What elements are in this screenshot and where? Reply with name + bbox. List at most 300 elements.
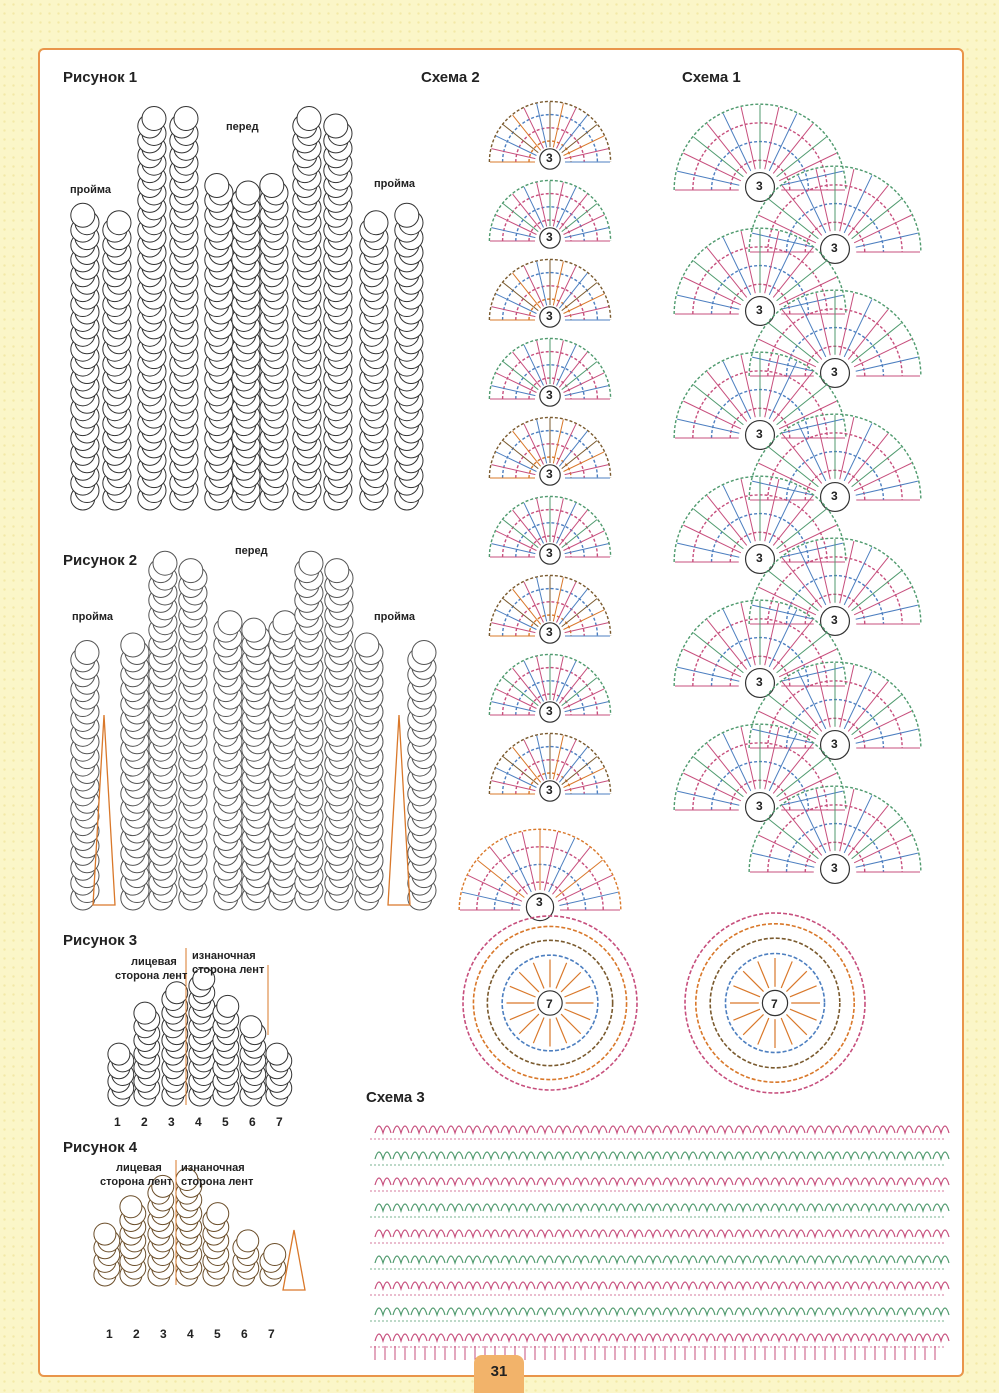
scheme3-stitch xyxy=(555,1126,571,1133)
motif-stroke xyxy=(848,682,888,732)
scheme3-stitch xyxy=(591,1334,607,1341)
motif-stroke xyxy=(856,357,918,371)
motif-stroke xyxy=(559,273,587,308)
scheme3-stitch xyxy=(501,1204,517,1211)
ribbon-circle xyxy=(236,181,260,205)
scheme3-stitch xyxy=(807,1204,823,1211)
scheme3-stitch xyxy=(717,1178,733,1185)
motif-stroke xyxy=(553,262,563,306)
motif-stroke xyxy=(553,657,563,701)
motif-stroke xyxy=(537,499,547,543)
motif-stroke xyxy=(553,341,563,385)
scheme3-stitch xyxy=(843,1334,859,1341)
scheme3-stitch xyxy=(843,1282,859,1289)
motif-stroke xyxy=(848,186,888,236)
motif-stroke xyxy=(565,149,609,159)
motif-stroke xyxy=(844,795,872,852)
scheme3-stitch xyxy=(879,1334,895,1341)
ribbon-circle xyxy=(142,107,166,131)
motif-stroke xyxy=(524,424,544,465)
scheme3-stitch xyxy=(393,1256,409,1263)
figure1-ribbon-column xyxy=(232,181,260,510)
motif-stroke xyxy=(798,299,826,356)
scheme3-stitch xyxy=(771,1178,787,1185)
scheme3-stitch xyxy=(933,1282,949,1289)
scheme3-stitch xyxy=(393,1230,409,1237)
ring-stroke xyxy=(533,963,544,989)
scheme3-stitch xyxy=(411,1126,427,1133)
motif-stroke xyxy=(524,266,544,307)
scheme3-stitch xyxy=(663,1204,679,1211)
motif-stroke xyxy=(798,795,826,852)
scheme3-stitch xyxy=(447,1152,463,1159)
figure3-ribbon-column xyxy=(162,982,188,1106)
figure2-ribbon-column xyxy=(408,640,436,910)
scheme3-stitch xyxy=(609,1126,625,1133)
scheme3-stitch xyxy=(735,1178,751,1185)
scheme3-stitch xyxy=(861,1126,877,1133)
scheme3-stitch xyxy=(519,1204,535,1211)
figure3-back-line1: изнаночная xyxy=(192,950,256,962)
ribbon-circle xyxy=(237,1230,259,1252)
figure1-ribbon-column xyxy=(260,174,288,510)
scheme3-stitch xyxy=(375,1256,391,1263)
scheme3-stitch xyxy=(681,1204,697,1211)
motif-stroke xyxy=(524,108,544,149)
scheme3-stitch xyxy=(429,1204,445,1211)
scheme3-stitch xyxy=(465,1204,481,1211)
scheme3-stitch xyxy=(771,1126,787,1133)
scheme3-stitch xyxy=(609,1308,625,1315)
scheme3-stitch xyxy=(501,1334,517,1341)
scheme3-stitch xyxy=(573,1152,589,1159)
motif-stroke xyxy=(848,434,888,484)
scheme3-stitch xyxy=(375,1282,391,1289)
motif-stroke xyxy=(562,283,597,311)
motif-number: 3 xyxy=(546,151,553,165)
figure2-armhole-left: пройма xyxy=(72,611,113,623)
scheme3-stitch xyxy=(717,1204,733,1211)
scheme3-stitch xyxy=(627,1256,643,1263)
scheme3-stitch xyxy=(681,1126,697,1133)
motif-stroke xyxy=(844,671,872,728)
figure1-title: Рисунок 1 xyxy=(63,69,138,86)
motif-stroke xyxy=(557,345,577,386)
scheme3-stitch xyxy=(501,1178,517,1185)
scheme3-stitch xyxy=(465,1308,481,1315)
scheme3-stitch xyxy=(591,1152,607,1159)
scheme3-stitch xyxy=(537,1334,553,1341)
strip-number: 1 xyxy=(106,1327,113,1341)
ring-stroke xyxy=(790,1009,817,1020)
motif-stroke xyxy=(769,199,819,239)
figure3-ribbon-column xyxy=(108,1043,134,1106)
scheme3-stitch xyxy=(879,1204,895,1211)
scheme3-stitch xyxy=(663,1256,679,1263)
motif-number: 3 xyxy=(756,551,763,565)
motif-stroke xyxy=(765,727,779,789)
strip-number: 6 xyxy=(241,1327,248,1341)
scheme3-stitch xyxy=(429,1334,445,1341)
motif-stroke xyxy=(856,853,918,867)
motif-stroke xyxy=(559,194,587,229)
motif-stroke xyxy=(840,417,854,479)
motif-stroke xyxy=(562,441,597,469)
motif-stroke xyxy=(496,768,537,788)
motif-number: 3 xyxy=(756,427,763,441)
ribbon-circle xyxy=(218,611,242,635)
figure2-front-label: перед xyxy=(235,545,268,557)
motif-number: 3 xyxy=(756,799,763,813)
motif-stroke xyxy=(564,136,605,156)
motif-stroke xyxy=(462,892,520,905)
scheme3-stitch xyxy=(627,1152,643,1159)
motif-stroke xyxy=(773,248,813,298)
motif-stroke xyxy=(524,582,544,623)
scheme3-stitch xyxy=(609,1204,625,1211)
scheme3-stitch xyxy=(411,1256,427,1263)
motif-stroke xyxy=(844,299,872,356)
scheme3-stitch xyxy=(861,1178,877,1185)
figure3-back-line2: сторона лент xyxy=(192,964,265,976)
ribbon-circle xyxy=(264,1244,286,1266)
scheme3-stitch xyxy=(699,1282,715,1289)
motif-stroke xyxy=(765,603,779,665)
motif-stroke xyxy=(524,187,544,228)
scheme3-stitch xyxy=(375,1334,391,1341)
motif-stroke xyxy=(492,623,536,633)
scheme3-stitch xyxy=(717,1334,733,1341)
scheme3-stitch xyxy=(555,1204,571,1211)
ring-stroke xyxy=(743,1014,763,1034)
motif-stroke xyxy=(798,175,826,232)
scheme3-stitch xyxy=(591,1282,607,1289)
scheme3-stitch xyxy=(591,1204,607,1211)
scheme3-stitch xyxy=(393,1204,409,1211)
figure1-ribbon-column xyxy=(360,211,388,510)
figure4-ribbon-column xyxy=(120,1196,146,1286)
scheme3-stitch xyxy=(393,1308,409,1315)
scheme3-stitch xyxy=(897,1282,913,1289)
motif-stroke xyxy=(492,228,536,238)
scheme3-stitch xyxy=(861,1282,877,1289)
motif-stroke xyxy=(562,757,597,785)
scheme3-stitch xyxy=(393,1282,409,1289)
scheme3-stitch xyxy=(753,1152,769,1159)
scheme3-stitch xyxy=(447,1204,463,1211)
scheme3-stitch xyxy=(915,1152,931,1159)
motif-stroke xyxy=(694,385,744,425)
scheme3-stitch xyxy=(771,1256,787,1263)
motif-stroke xyxy=(677,543,739,557)
scheme3-stitch xyxy=(609,1152,625,1159)
scheme3-stitch xyxy=(915,1230,931,1237)
motif-number: 3 xyxy=(831,737,838,751)
scheme3-stitch xyxy=(879,1152,895,1159)
scheme3-stitch xyxy=(915,1126,931,1133)
figure2-ribbon-column xyxy=(355,633,383,910)
scheme3-stitch xyxy=(411,1308,427,1315)
motif-stroke xyxy=(723,733,751,790)
pattern-artwork xyxy=(40,50,962,1375)
motif-stroke xyxy=(503,441,538,469)
motif-stroke xyxy=(694,633,744,673)
scheme3-stitch xyxy=(861,1230,877,1237)
scheme3-stitch xyxy=(699,1204,715,1211)
motif-stroke xyxy=(769,733,797,790)
motif-stroke xyxy=(848,310,888,360)
motif-stroke xyxy=(741,727,755,789)
scheme3-stitch xyxy=(501,1308,517,1315)
motif-stroke xyxy=(537,657,547,701)
motif-stroke xyxy=(562,204,597,232)
figure4-ribbon-column xyxy=(148,1175,174,1286)
motif-stroke xyxy=(557,424,577,465)
scheme3-stitch xyxy=(411,1334,427,1341)
scheme3-stitch xyxy=(897,1126,913,1133)
scheme3-stitch xyxy=(681,1256,697,1263)
motif-stroke xyxy=(503,757,538,785)
strip-number: 2 xyxy=(133,1327,140,1341)
scheme3-stitch xyxy=(393,1334,409,1341)
scheme3-stitch xyxy=(447,1308,463,1315)
scheme3-stitch xyxy=(447,1126,463,1133)
figure1-ribbon-column xyxy=(103,211,131,510)
scheme3-stitch xyxy=(519,1178,535,1185)
ribbon-circle xyxy=(179,559,203,583)
motif-stroke xyxy=(562,599,597,627)
motif-stroke xyxy=(562,678,597,706)
ring-stroke xyxy=(564,1009,590,1020)
figure3-face-line2: сторона лент xyxy=(115,970,188,982)
motif-stroke xyxy=(840,665,854,727)
scheme3-stitch xyxy=(609,1256,625,1263)
motif-stroke xyxy=(856,605,918,619)
scheme3-stitch xyxy=(843,1178,859,1185)
scheme3-stitch xyxy=(735,1204,751,1211)
motif-stroke xyxy=(565,307,609,317)
motif-stroke xyxy=(492,149,536,159)
scheme3-stitch xyxy=(681,1334,697,1341)
motif-stroke xyxy=(723,113,751,170)
scheme3-stitch xyxy=(573,1334,589,1341)
motif-stroke xyxy=(677,295,739,309)
motif-stroke xyxy=(769,323,819,363)
strip-number: 7 xyxy=(276,1115,283,1129)
scheme3-stitch xyxy=(375,1230,391,1237)
scheme3-stitch xyxy=(573,1178,589,1185)
figure2-ribbon-column xyxy=(121,633,149,910)
scheme3-stitch xyxy=(483,1204,499,1211)
ring-stroke xyxy=(533,1017,544,1043)
scheme3-stitch xyxy=(645,1152,661,1159)
scheme3-stitch xyxy=(627,1230,643,1237)
motif-stroke xyxy=(854,215,911,243)
ribbon-circle xyxy=(107,211,131,235)
scheme3-stitch xyxy=(465,1230,481,1237)
motif-stroke xyxy=(557,661,577,702)
motif-stroke xyxy=(741,107,755,169)
ring-stroke xyxy=(556,1017,567,1043)
motif-stroke xyxy=(816,665,830,727)
scheme3-stitch xyxy=(627,1282,643,1289)
motif-stroke xyxy=(723,485,751,542)
motif-stroke xyxy=(683,773,740,801)
scheme3-stitch xyxy=(627,1178,643,1185)
scheme3-stitch xyxy=(771,1308,787,1315)
ribbon-circle xyxy=(297,107,321,131)
motif-stroke xyxy=(565,544,609,554)
ribbon-circle xyxy=(166,982,188,1004)
motif-stroke xyxy=(559,510,587,545)
scheme3-stitch xyxy=(825,1126,841,1133)
scheme3-stitch xyxy=(789,1178,805,1185)
scheme3-stitch xyxy=(825,1308,841,1315)
motif-stroke xyxy=(496,373,537,393)
figure2-ribbon-column xyxy=(149,551,177,910)
motif-stroke xyxy=(798,547,826,604)
motif-stroke xyxy=(741,355,755,417)
scheme3-stitch xyxy=(537,1178,553,1185)
motif-number: 3 xyxy=(831,241,838,255)
scheme3-stitch xyxy=(825,1282,841,1289)
figure4-ribbon-column xyxy=(94,1223,120,1286)
scheme3-stitch xyxy=(879,1282,895,1289)
motif-stroke xyxy=(553,736,563,780)
scheme3-stitch xyxy=(861,1256,877,1263)
scheme3-stitch xyxy=(717,1126,733,1133)
scheme3-stitch xyxy=(645,1256,661,1263)
motif-stroke xyxy=(773,372,813,422)
scheme3-stitch xyxy=(447,1230,463,1237)
ribbon-circle xyxy=(207,1203,229,1225)
scheme3-stitch xyxy=(807,1282,823,1289)
scheme3-stitch xyxy=(537,1282,553,1289)
motif-stroke xyxy=(557,266,577,307)
ring-stroke xyxy=(786,1014,806,1034)
motif-stroke xyxy=(557,108,577,149)
scheme3-stitch xyxy=(915,1308,931,1315)
ribbon-circle xyxy=(364,211,388,235)
scheme3-stitch xyxy=(717,1282,733,1289)
scheme3-stitch xyxy=(933,1256,949,1263)
scheme3-stitch xyxy=(663,1282,679,1289)
scheme3-stitch xyxy=(807,1308,823,1315)
motif-stroke xyxy=(565,702,609,712)
scheme3-stitch xyxy=(609,1282,625,1289)
scheme3-stitch xyxy=(645,1204,661,1211)
motif-number: 3 xyxy=(546,704,553,718)
motif-stroke xyxy=(840,541,854,603)
scheme3-stitch xyxy=(465,1152,481,1159)
scheme3-stitch xyxy=(483,1126,499,1133)
motif-stroke xyxy=(544,832,557,890)
motif-stroke xyxy=(524,661,544,702)
scheme3-stitch xyxy=(807,1334,823,1341)
motif-stroke xyxy=(816,293,830,355)
figure2-title: Рисунок 2 xyxy=(63,552,138,569)
motif-stroke xyxy=(773,744,813,794)
figure3-ribbon-column xyxy=(134,1002,160,1106)
motif-stroke xyxy=(496,136,537,156)
scheme3-stitch xyxy=(735,1334,751,1341)
scheme3-stitch xyxy=(753,1230,769,1237)
motif-stroke xyxy=(503,520,538,548)
motif-stroke xyxy=(562,520,597,548)
ring-stroke xyxy=(519,1014,539,1034)
scheme3-stitch xyxy=(825,1178,841,1185)
motif-stroke xyxy=(524,345,544,386)
motif-stroke xyxy=(557,503,577,544)
scheme3-title: Схема 3 xyxy=(366,1089,425,1106)
motif-number: 3 xyxy=(756,179,763,193)
scheme3-stitch xyxy=(717,1256,733,1263)
ribbon-circle xyxy=(205,174,229,198)
scheme3-stitch xyxy=(933,1126,949,1133)
ring-stroke xyxy=(519,972,539,992)
scheme3-stitch xyxy=(645,1126,661,1133)
strip-number: 6 xyxy=(249,1115,256,1129)
figure3-ribbon-column xyxy=(213,995,239,1106)
scheme3-stitch xyxy=(591,1256,607,1263)
motif-stroke xyxy=(559,431,587,466)
scheme3-stitch xyxy=(573,1230,589,1237)
scheme3-stitch xyxy=(843,1308,859,1315)
scheme3-stitch xyxy=(375,1126,391,1133)
scheme3-stitch xyxy=(663,1308,679,1315)
scheme3-stitch xyxy=(663,1152,679,1159)
motif-stroke xyxy=(564,215,605,235)
motif-number: 3 xyxy=(831,861,838,875)
scheme3-stitch xyxy=(699,1152,715,1159)
scheme3-stitch xyxy=(861,1308,877,1315)
scheme3-stitch xyxy=(681,1152,697,1159)
scheme3-stitch xyxy=(897,1256,913,1263)
ribbon-circle xyxy=(75,640,99,664)
scheme3-stitch xyxy=(771,1230,787,1237)
ribbon-circle xyxy=(242,618,266,642)
scheme3-stitch xyxy=(411,1152,427,1159)
scheme3-stitch xyxy=(843,1126,859,1133)
motif-stroke xyxy=(694,137,744,177)
scheme3-stitch xyxy=(807,1126,823,1133)
scheme3-stitch xyxy=(429,1126,445,1133)
motif-stroke xyxy=(765,107,779,169)
scheme3-stitch xyxy=(789,1204,805,1211)
ring-stroke xyxy=(781,1018,792,1045)
scheme3-stitch xyxy=(933,1334,949,1341)
scheme3-stitch xyxy=(771,1204,787,1211)
ring-stroke xyxy=(758,1018,769,1045)
scheme3-stitch xyxy=(537,1204,553,1211)
figure3-face-line1: лицевая xyxy=(131,956,177,968)
motif-stroke xyxy=(553,499,563,543)
scheme3-stitch xyxy=(897,1334,913,1341)
motif-stroke xyxy=(537,736,547,780)
scheme3-stitch xyxy=(933,1308,949,1315)
scheme3-stitch xyxy=(681,1282,697,1289)
figure4-back-line2: сторона лент xyxy=(181,1176,254,1188)
motif-stroke xyxy=(492,781,536,791)
scheme3-stitch xyxy=(915,1256,931,1263)
motif-stroke xyxy=(549,838,575,892)
scheme3-stitch xyxy=(645,1230,661,1237)
motif-stroke xyxy=(565,465,609,475)
scheme3-stitch xyxy=(861,1204,877,1211)
strip-number: 4 xyxy=(187,1327,194,1341)
scheme3-stitch xyxy=(627,1334,643,1341)
scheme3-stitch xyxy=(897,1230,913,1237)
